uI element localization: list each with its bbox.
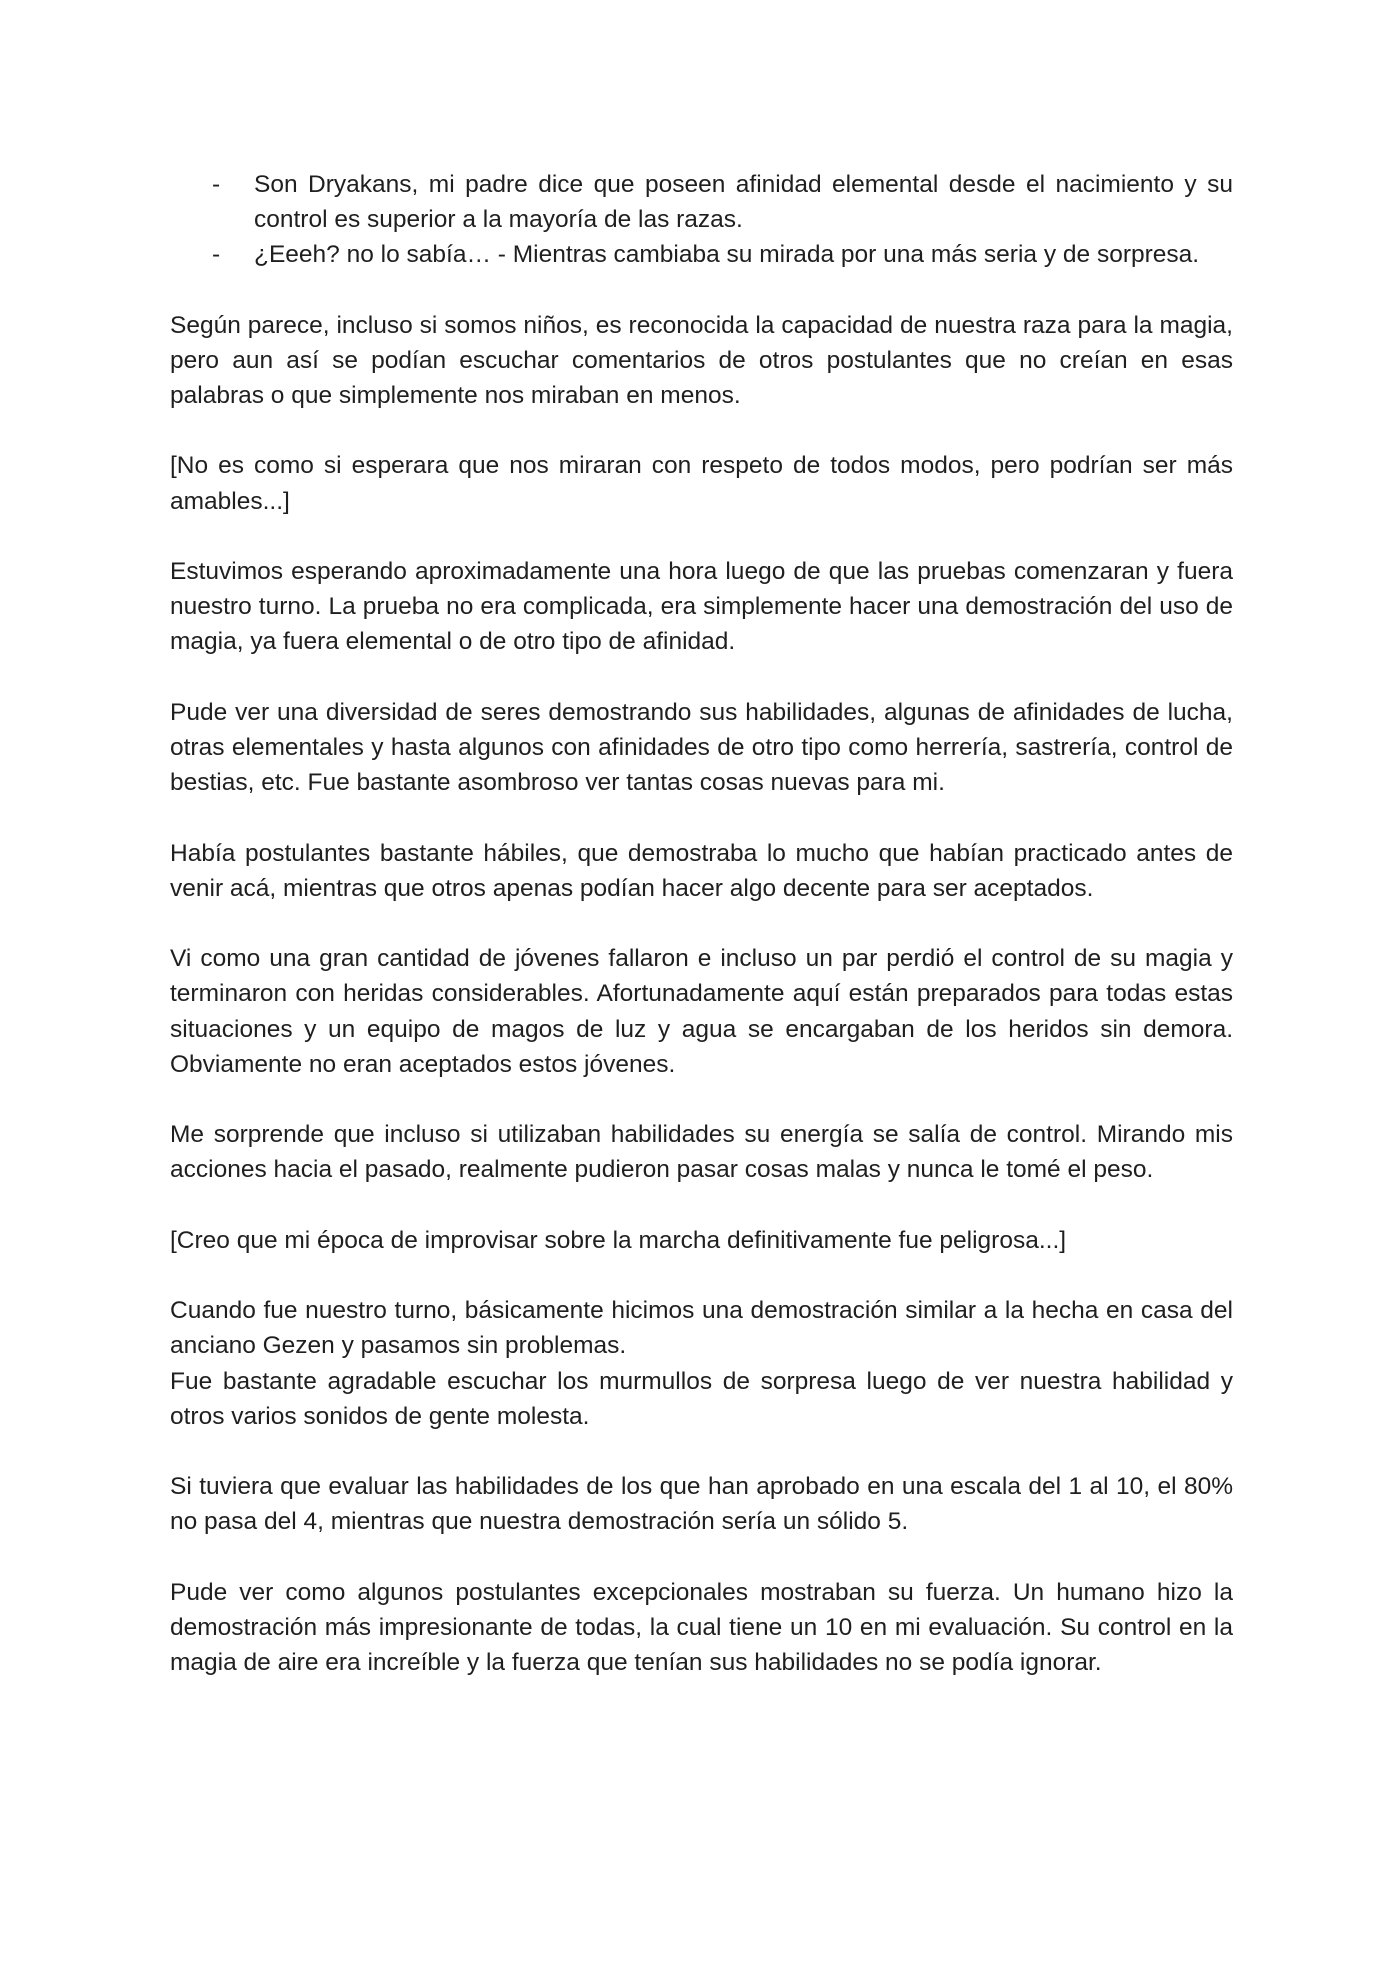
paragraph: Me sorprende que incluso si utilizaban habilidades su energía se salía de control. Mirando mis acciones hacia el pasado, realmente pudieron pasar cosas malas y nunca le tomé el peso. (170, 1121, 1233, 1184)
paragraph: Vi como una gran cantidad de jóvenes fallaron e incluso un par perdió el control de su magia y terminaron con heridas considerables. Afortunadamente aquí están preparados para todas estas situaciones y un equipo de magos de luz y agua se encargaban de los heridos sin demora. Obviamente no eran aceptados estos jóvenes. (170, 945, 1233, 1078)
paragraph: Pude ver una diversidad de seres demostrando sus habilidades, algunas de afinidades de lucha, otras elementales y hasta algunos con afinidades de otro tipo como herrería, sastrería, control de bestias, etc. Fue bastante asombroso ver tantas cosas nuevas para mi. (170, 698, 1233, 797)
dialogue-line (170, 167, 1233, 237)
paragraph (170, 1293, 1233, 1434)
dialogue-list (170, 167, 1233, 273)
paragraph: [No es como si esperara que nos miraran con respeto de todos modos, pero podrían ser más amables...] (170, 452, 1233, 515)
paragraph: Había postulantes bastante hábiles, que demostraba lo mucho que habían practicado antes de venir acá, mientras que otros apenas podían hacer algo decente para ser aceptados. (170, 839, 1233, 902)
dialogue-dash: - (212, 241, 221, 269)
paragraph: Pude ver como algunos postulantes excepcionales mostraban su fuerza. Un humano hizo la demostración más impresionante de todas, la cual tiene un 10 en mi evaluación. Su control en la magia de aire era increíble y la fuerza que tenían sus habilidades no se podía ignorar. (170, 1578, 1233, 1677)
paragraph: Estuvimos esperando aproximadamente una hora luego de que las pruebas comenzaran y fuera nuestro turno. La prueba no era complicada, era simplemente hacer una demostración del uso de magia, ya fuera elemental o de otro tipo de afinidad. (170, 558, 1233, 656)
paragraph: Según parece, incluso si somos niños, es reconocida la capacidad de nuestra raza para la magia, pero aun así se podían escuchar comentarios de otros postulantes que no creían en esas palabras o que simplemente nos miraban en menos. (170, 311, 1233, 410)
paragraph-line: Fue bastante agradable escuchar los murmullos de sorpresa luego de ver nuestra habilidad y otros varios sonidos de gente molesta. (170, 1367, 1233, 1430)
dialogue-text: ¿Eeeh? no lo sabía… - Mientras cambiaba su mirada por una más seria y de sorpresa. (254, 241, 1200, 269)
dialogue-line (170, 237, 1233, 272)
dialogue-dash: - (212, 171, 221, 198)
dialogue-text: Son Dryakans, mi padre dice que poseen afinidad elemental desde el nacimiento y su control es superior a la mayoría de las razas. (254, 171, 1233, 234)
paragraph-line: Cuando fue nuestro turno, básicamente hicimos una demostración similar a la hecha en casa del anciano Gezen y pasamos sin problemas. (170, 1297, 1233, 1360)
paragraph: [Creo que mi época de improvisar sobre la marcha definitivamente fue peligrosa...] (170, 1226, 1067, 1254)
document-body (170, 167, 1233, 1716)
paragraph: Si tuviera que evaluar las habilidades de los que han aprobado en una escala del 1 al 10, el 80% no pasa del 4, mientras que nuestra demostración sería un sólido 5. (170, 1473, 1233, 1536)
